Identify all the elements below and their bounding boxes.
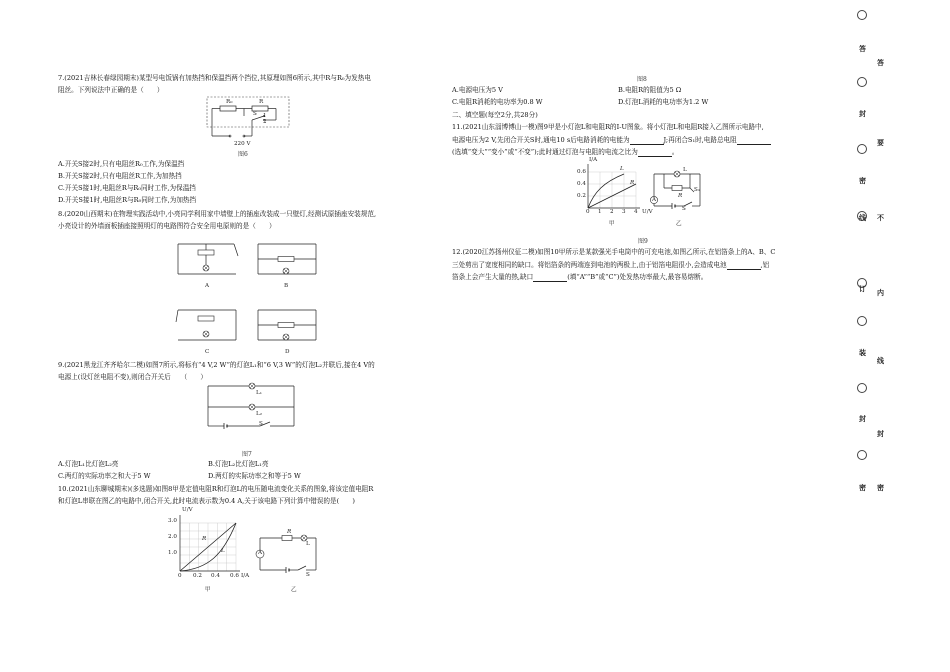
graph8-xlabel: I/A: [241, 573, 250, 579]
q12-line1: 12.(2020江苏扬州仪征二模)如图10甲所示是某款强光手电筒中的可充电池,如图乙所示,在铝箔条上的A、B、C: [452, 248, 776, 256]
q8-circuit-a: [176, 242, 238, 278]
q8-label-d: D: [285, 349, 290, 355]
q7-option-b: B.开关S接2时,只有电阻丝R工作,为加热挡: [58, 172, 182, 180]
graph8-xtick-2: 0.4: [211, 573, 220, 579]
fig7-label-s: S: [259, 421, 263, 427]
q8-label-a: A: [205, 283, 210, 289]
binding-hole-3: [857, 144, 867, 154]
q11-line3-end: 。: [671, 148, 679, 156]
q11-line1: 11.(2021山东淄博博山一模)图9甲是小灯泡L和电阻R的I-U图象。将小灯泡L和电阻R接入乙图所示电路中,: [452, 123, 764, 131]
graph9-ytick-06: 0.6: [577, 169, 586, 175]
q12-line2: [452, 261, 769, 270]
graph9-ytick-04: 0.4: [577, 181, 586, 187]
q10-option-a: A.电源电压为5 V: [452, 86, 503, 94]
margin-left-char-1: 答: [859, 44, 866, 53]
graph9-sub-jia: 甲: [609, 221, 615, 227]
circ9-label-r: R: [678, 193, 683, 199]
margin-left-char-3: 密: [859, 176, 866, 185]
binding-hole-1: [857, 10, 867, 20]
fig7-caption: 图7: [242, 451, 252, 458]
margin-right-char-7: 密: [877, 483, 884, 492]
graph8-label-l: L: [221, 548, 225, 554]
graph9-xlabel: U/V: [642, 209, 653, 215]
graph9-xtick-3: 3: [622, 209, 626, 215]
q10-option-c: C.电阻R消耗的电功率为0.8 W: [452, 98, 543, 106]
q9-stem-line1: 9.(2021黑龙江齐齐哈尔二模)如图7所示,将标有“4 V,2 W”的灯泡L₁和“6 V,3 W”的灯泡L₂并联后,接在4 V的: [58, 361, 375, 369]
graph9-curve-l: [588, 174, 624, 208]
margin-left-char-8: 密: [859, 483, 866, 492]
q7-option-a: A.开关S接2时,只有电阻丝R₀工作,为保温挡: [58, 160, 185, 168]
q7-stem-line1: 7.(2021吉林长春绿园期末)某型号电饭锅有加热挡和保温挡两个挡位,其原理如图6所示,其中R与R₀为发热电: [58, 74, 371, 82]
q8-label-c: C: [205, 349, 210, 355]
q10-stem-line1: 10.(2021山东聊城期末)(多选题)如图8甲是定值电阻R和灯泡L的电压随电流变化关系的图象,将该定值电阻R: [58, 485, 374, 493]
graph8-xtick-3: 0.6: [230, 573, 239, 579]
q11-blank-3[interactable]: [638, 150, 672, 157]
q12-line3-a: 箔条上会产生大量的热,缺口: [452, 273, 534, 281]
resistor-r0: [220, 106, 236, 111]
q7-stem-line2: 阻丝。下列说法中正确的是（ ）: [58, 86, 164, 94]
graph8-ytick-2: 2.0: [168, 534, 177, 540]
fig9-caption: 图9: [638, 238, 648, 245]
graph8-ylabel: U/V: [182, 507, 193, 513]
q10-stem-line2: 和灯泡L串联在图乙的电路中,闭合开关,此时电流表示数为0.4 A,关于该电路下列计算中错误的是( ): [58, 497, 355, 505]
graph8-ytick-1: 1.0: [168, 550, 177, 556]
figure-8-graph: [178, 515, 242, 577]
section-2-heading: 二、填空题(每空2分,共28分): [452, 111, 538, 119]
q12-line3-b: (填“A”“B”或“C”)处发热功率最大,最容易熔断。: [567, 273, 708, 281]
margin-left-char-4: 线: [859, 213, 866, 222]
q9-option-b: B.灯泡L₂比灯泡L₁亮: [208, 460, 269, 468]
margin-left-char-2: 封: [859, 109, 866, 118]
circ9-sub-yi: 乙: [676, 221, 682, 227]
fig7-label-l1: L₁: [256, 390, 262, 396]
graph8-sub-jia: 甲: [205, 587, 211, 593]
margin-right-char-5: 线: [877, 356, 884, 365]
circ8-label-r: R: [287, 529, 292, 535]
q11-blank-1[interactable]: [630, 138, 664, 145]
margin-right-char-4: 内: [877, 288, 884, 297]
q8-stem-line2: 小亮设计的外墙面板插座接照明灯的电路图符合安全用电原则的是（ ）: [58, 222, 276, 230]
q11-line2-b: J;再闭合S₁时,电路总电阻: [663, 136, 737, 144]
q7-option-c: C.开关S接1时,电阻丝R与R₀同时工作,为保温挡: [58, 184, 196, 192]
q8-circuit-d: [256, 308, 318, 344]
margin-right-char-1: 答: [877, 58, 884, 67]
q9-option-a: A.灯泡L₁比灯泡L₂亮: [58, 460, 119, 468]
binding-hole-7: [857, 383, 867, 393]
circ9-label-l: L: [683, 167, 687, 173]
graph9-xtick-4: 4: [634, 209, 638, 215]
fig8-caption: 图8: [637, 76, 647, 83]
graph9-xtick-0: 0: [586, 209, 590, 215]
graph9-xtick-2: 2: [610, 209, 614, 215]
q10-option-d: D.灯泡L消耗的电功率为1.2 W: [618, 98, 709, 106]
q7-option-d: D.开关S接1时,电阻丝R与R₀同时工作,为加热挡: [58, 196, 197, 204]
q12-line2-a: 三处剪出了宽度相同的缺口。将铝箔条的两端连到电池的两极上,由于铝箔电阻很小,会造成电池: [452, 261, 727, 269]
graph9-label-r: R: [630, 180, 635, 186]
q12-line2-b: ,铝: [760, 261, 770, 269]
margin-right-char-2: 要: [877, 138, 884, 147]
q12-blank-2[interactable]: [533, 275, 567, 282]
binding-hole-2: [857, 77, 867, 87]
fig6-caption: 图6: [238, 151, 248, 158]
binding-hole-6: [857, 316, 867, 326]
q8-circuit-b: [256, 242, 318, 278]
margin-left-char-7: 封: [859, 414, 866, 423]
binding-hole-8: [857, 450, 867, 460]
graph8-ytick-3: 3.0: [168, 518, 177, 524]
graph8-label-r: R: [202, 536, 207, 542]
margin-left-char-6: 装: [859, 348, 866, 357]
fig6-label-r: R: [259, 99, 264, 105]
margin-right-char-3: 不: [877, 213, 884, 222]
graph9-ylabel: I/A: [589, 157, 598, 163]
circ8-label-a: A: [258, 550, 263, 556]
figure-9-graph: [586, 164, 642, 214]
q11-blank-2[interactable]: [737, 138, 771, 145]
fig6-label-voltage: 220 V: [234, 141, 251, 147]
figure-6-circuit: [206, 96, 290, 144]
q8-stem-line1: 8.(2020山西期末)在物理实践活动中,小亮同学利用家中墙壁上的插座改装成一只壁灯,经测试原插座安装规范,: [58, 210, 377, 218]
q10-option-b: B.电阻R的阻值为5 Ω: [618, 86, 682, 94]
q12-line3: [452, 273, 707, 282]
q9-stem-line2: 电源上(设灯丝电阻不变),则闭合开关后 （ ）: [58, 373, 208, 381]
q8-circuit-c: [176, 308, 238, 344]
graph8-xtick-1: 0.2: [193, 573, 202, 579]
graph9-ytick-02: 0.2: [577, 193, 586, 199]
fig6-label-s: S: [253, 111, 257, 117]
q8-label-b: B: [284, 283, 289, 289]
circ9-label-s: S: [682, 206, 686, 212]
q11-line3-a: (选填“变大”“变小”或“不变”);此时通过灯泡与电阻的电流之比为: [452, 148, 638, 156]
circ8-label-s: S: [306, 572, 310, 578]
margin-right-char-6: 封: [877, 429, 884, 438]
graph8-xtick-0: 0: [178, 573, 182, 579]
circ8-sub-yi: 乙: [291, 587, 297, 593]
circ9-label-s1: S₁: [694, 187, 701, 193]
fig6-label-2: 2: [263, 119, 267, 125]
fig6-label-1: 1: [263, 113, 267, 119]
q12-blank-1[interactable]: [727, 263, 761, 270]
fig7-label-l2: L₂: [256, 411, 262, 417]
q9-option-c: C.两灯的实际功率之和大于5 W: [58, 472, 151, 480]
graph9-xtick-1: 1: [598, 209, 602, 215]
q9-option-d: D.两灯的实际功率之和等于5 W: [208, 472, 301, 480]
circ8-label-l: L: [306, 541, 310, 547]
q11-line2-a: 电源电压为2 V,先闭合开关S时,通电10 s后电路消耗的电能为: [452, 136, 630, 144]
circ9-label-a: A: [652, 197, 657, 203]
q11-line3: [452, 148, 678, 157]
q11-line2: [452, 136, 771, 145]
margin-left-char-5: 订: [859, 284, 866, 293]
graph9-label-l: L: [620, 166, 624, 172]
figure-8-circuit: [256, 530, 322, 578]
figure-7-circuit: [206, 384, 298, 432]
fig6-label-r0: R₀: [226, 99, 233, 105]
